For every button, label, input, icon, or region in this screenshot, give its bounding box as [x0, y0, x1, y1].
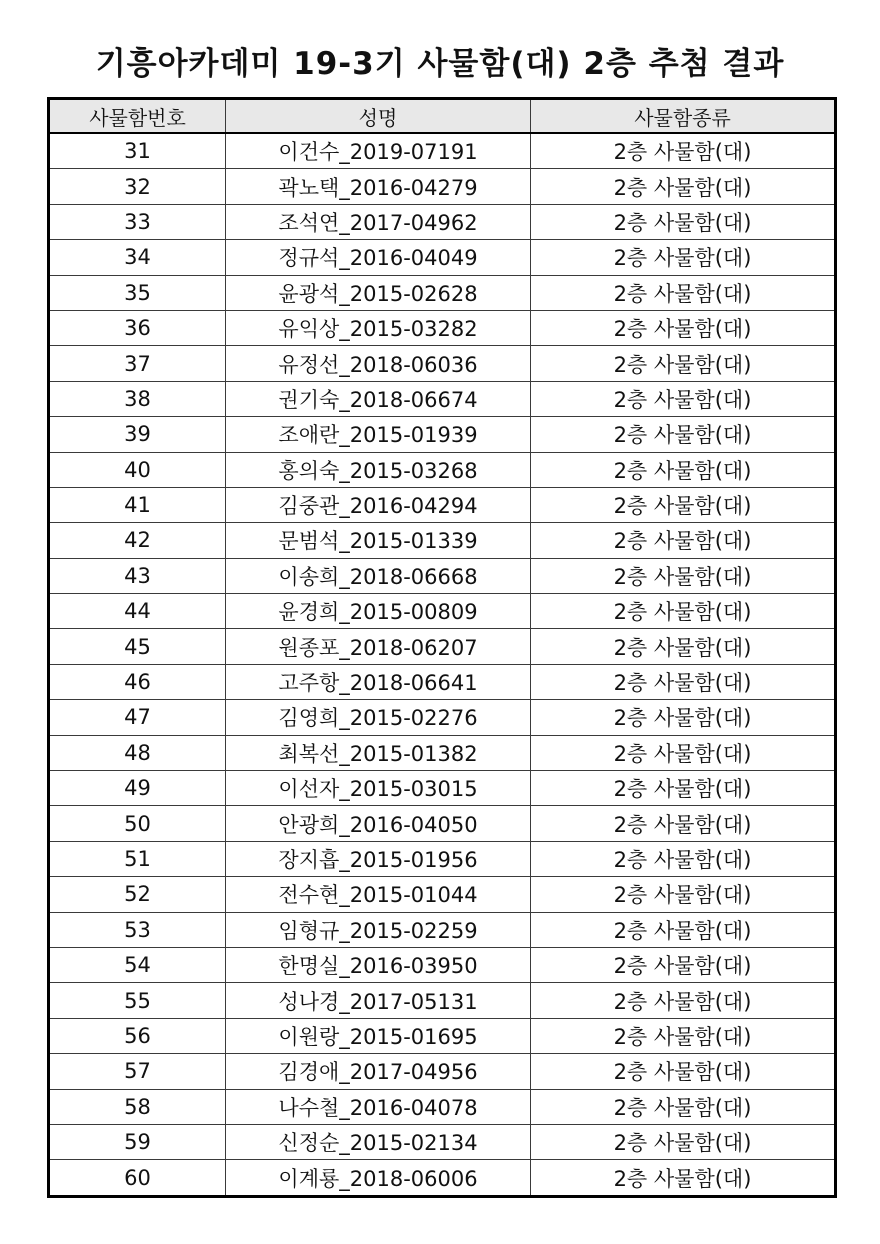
- cell-locker-number: 33: [49, 204, 226, 239]
- table-row: [49, 346, 836, 381]
- table-row: [49, 1124, 836, 1159]
- cell-locker-type: 2층 사물함(대): [531, 1124, 836, 1159]
- cell-locker-type: 2층 사물함(대): [531, 169, 836, 204]
- cell-locker-number: 36: [49, 310, 226, 345]
- cell-locker-number: 37: [49, 346, 226, 381]
- cell-locker-type: 2층 사물함(대): [531, 947, 836, 982]
- cell-locker-number: 57: [49, 1054, 226, 1089]
- cell-name: 신정순_2015-02134: [226, 1124, 531, 1159]
- column-header-locker-type: 사물함종류: [531, 99, 836, 134]
- cell-name: 원종포_2018-06207: [226, 629, 531, 664]
- table-header: [49, 99, 836, 134]
- cell-name: 이원랑_2015-01695: [226, 1018, 531, 1053]
- cell-locker-type: 2층 사물함(대): [531, 735, 836, 770]
- cell-locker-number: 53: [49, 912, 226, 947]
- cell-locker-type: 2층 사물함(대): [531, 1054, 836, 1089]
- table-row: [49, 841, 836, 876]
- table-row: [49, 983, 836, 1018]
- cell-locker-type: 2층 사물함(대): [531, 841, 836, 876]
- cell-locker-type: 2층 사물함(대): [531, 664, 836, 699]
- column-header-locker-number: 사물함번호: [49, 99, 226, 134]
- cell-locker-type: 2층 사물함(대): [531, 346, 836, 381]
- cell-name: 나수철_2016-04078: [226, 1089, 531, 1124]
- cell-locker-type: 2층 사물함(대): [531, 1018, 836, 1053]
- cell-locker-number: 42: [49, 523, 226, 558]
- header-row: [49, 99, 836, 134]
- column-header-name: 성명: [226, 99, 531, 134]
- cell-name: 유정선_2018-06036: [226, 346, 531, 381]
- cell-locker-number: 55: [49, 983, 226, 1018]
- table-row: [49, 169, 836, 204]
- table-row: [49, 912, 836, 947]
- cell-locker-type: 2층 사물함(대): [531, 1089, 836, 1124]
- table-row: [49, 806, 836, 841]
- cell-name: 유익상_2015-03282: [226, 310, 531, 345]
- cell-name: 안광희_2016-04050: [226, 806, 531, 841]
- table-row: [49, 877, 836, 912]
- table-row: [49, 487, 836, 522]
- cell-locker-type: 2층 사물함(대): [531, 877, 836, 912]
- cell-name: 김영희_2015-02276: [226, 700, 531, 735]
- cell-locker-number: 45: [49, 629, 226, 664]
- table-row: [49, 1054, 836, 1089]
- table-row: [49, 664, 836, 699]
- table-row: [49, 1160, 836, 1196]
- cell-locker-number: 49: [49, 771, 226, 806]
- table-row: [49, 1018, 836, 1053]
- cell-name: 장지흡_2015-01956: [226, 841, 531, 876]
- cell-locker-number: 54: [49, 947, 226, 982]
- cell-locker-type: 2층 사물함(대): [531, 912, 836, 947]
- cell-name: 윤광석_2015-02628: [226, 275, 531, 310]
- page-title: 기흥아카데미 19-3기 사물함(대) 2층 추첨 결과: [95, 46, 785, 82]
- cell-name: 김경애_2017-04956: [226, 1054, 531, 1089]
- table-row: [49, 594, 836, 629]
- table-row: [49, 1089, 836, 1124]
- cell-locker-type: 2층 사물함(대): [531, 523, 836, 558]
- cell-name: 권기숙_2018-06674: [226, 381, 531, 416]
- cell-locker-number: 40: [49, 452, 226, 487]
- cell-locker-number: 35: [49, 275, 226, 310]
- cell-name: 정규석_2016-04049: [226, 240, 531, 275]
- cell-locker-number: 46: [49, 664, 226, 699]
- cell-name: 최복선_2015-01382: [226, 735, 531, 770]
- cell-locker-type: 2층 사물함(대): [531, 133, 836, 169]
- cell-name: 고주항_2018-06641: [226, 664, 531, 699]
- cell-locker-number: 32: [49, 169, 226, 204]
- cell-name: 윤경희_2015-00809: [226, 594, 531, 629]
- cell-locker-type: 2층 사물함(대): [531, 417, 836, 452]
- cell-name: 전수현_2015-01044: [226, 877, 531, 912]
- locker-assignment-table: [47, 97, 837, 1198]
- table-row: [49, 417, 836, 452]
- cell-name: 문범석_2015-01339: [226, 523, 531, 558]
- cell-locker-number: 50: [49, 806, 226, 841]
- table-row: [49, 629, 836, 664]
- cell-locker-type: 2층 사물함(대): [531, 487, 836, 522]
- table-row: [49, 133, 836, 169]
- cell-locker-type: 2층 사물함(대): [531, 1160, 836, 1196]
- cell-locker-type: 2층 사물함(대): [531, 240, 836, 275]
- cell-locker-type: 2층 사물함(대): [531, 594, 836, 629]
- table-row: [49, 700, 836, 735]
- cell-locker-number: 48: [49, 735, 226, 770]
- cell-name: 이송희_2018-06668: [226, 558, 531, 593]
- cell-name: 한명실_2016-03950: [226, 947, 531, 982]
- cell-locker-number: 39: [49, 417, 226, 452]
- cell-locker-number: 34: [49, 240, 226, 275]
- cell-locker-type: 2층 사물함(대): [531, 275, 836, 310]
- cell-name: 이계룡_2018-06006: [226, 1160, 531, 1196]
- cell-locker-number: 47: [49, 700, 226, 735]
- cell-name: 홍의숙_2015-03268: [226, 452, 531, 487]
- cell-locker-type: 2층 사물함(대): [531, 204, 836, 239]
- cell-locker-number: 59: [49, 1124, 226, 1159]
- cell-locker-number: 51: [49, 841, 226, 876]
- cell-locker-type: 2층 사물함(대): [531, 310, 836, 345]
- cell-locker-number: 43: [49, 558, 226, 593]
- cell-name: 이건수_2019-07191: [226, 133, 531, 169]
- cell-locker-number: 60: [49, 1160, 226, 1196]
- cell-name: 성나경_2017-05131: [226, 983, 531, 1018]
- cell-locker-type: 2층 사물함(대): [531, 700, 836, 735]
- cell-locker-type: 2층 사물함(대): [531, 558, 836, 593]
- cell-name: 임형규_2015-02259: [226, 912, 531, 947]
- table-row: [49, 275, 836, 310]
- table-row: [49, 558, 836, 593]
- cell-name: 김중관_2016-04294: [226, 487, 531, 522]
- cell-locker-type: 2층 사물함(대): [531, 452, 836, 487]
- table-row: [49, 771, 836, 806]
- cell-locker-number: 38: [49, 381, 226, 416]
- cell-locker-type: 2층 사물함(대): [531, 381, 836, 416]
- table-body: [49, 133, 836, 1196]
- cell-locker-type: 2층 사물함(대): [531, 806, 836, 841]
- cell-locker-number: 44: [49, 594, 226, 629]
- cell-name: 이선자_2015-03015: [226, 771, 531, 806]
- table-row: [49, 204, 836, 239]
- cell-name: 조석연_2017-04962: [226, 204, 531, 239]
- cell-locker-type: 2층 사물함(대): [531, 983, 836, 1018]
- table-row: [49, 523, 836, 558]
- table-row: [49, 310, 836, 345]
- cell-locker-number: 52: [49, 877, 226, 912]
- cell-locker-number: 41: [49, 487, 226, 522]
- cell-locker-number: 31: [49, 133, 226, 169]
- cell-name: 곽노택_2016-04279: [226, 169, 531, 204]
- cell-name: 조애란_2015-01939: [226, 417, 531, 452]
- cell-locker-number: 58: [49, 1089, 226, 1124]
- table-row: [49, 452, 836, 487]
- table-row: [49, 381, 836, 416]
- table-row: [49, 947, 836, 982]
- cell-locker-type: 2층 사물함(대): [531, 629, 836, 664]
- cell-locker-number: 56: [49, 1018, 226, 1053]
- table-row: [49, 240, 836, 275]
- cell-locker-type: 2층 사물함(대): [531, 771, 836, 806]
- table-row: [49, 735, 836, 770]
